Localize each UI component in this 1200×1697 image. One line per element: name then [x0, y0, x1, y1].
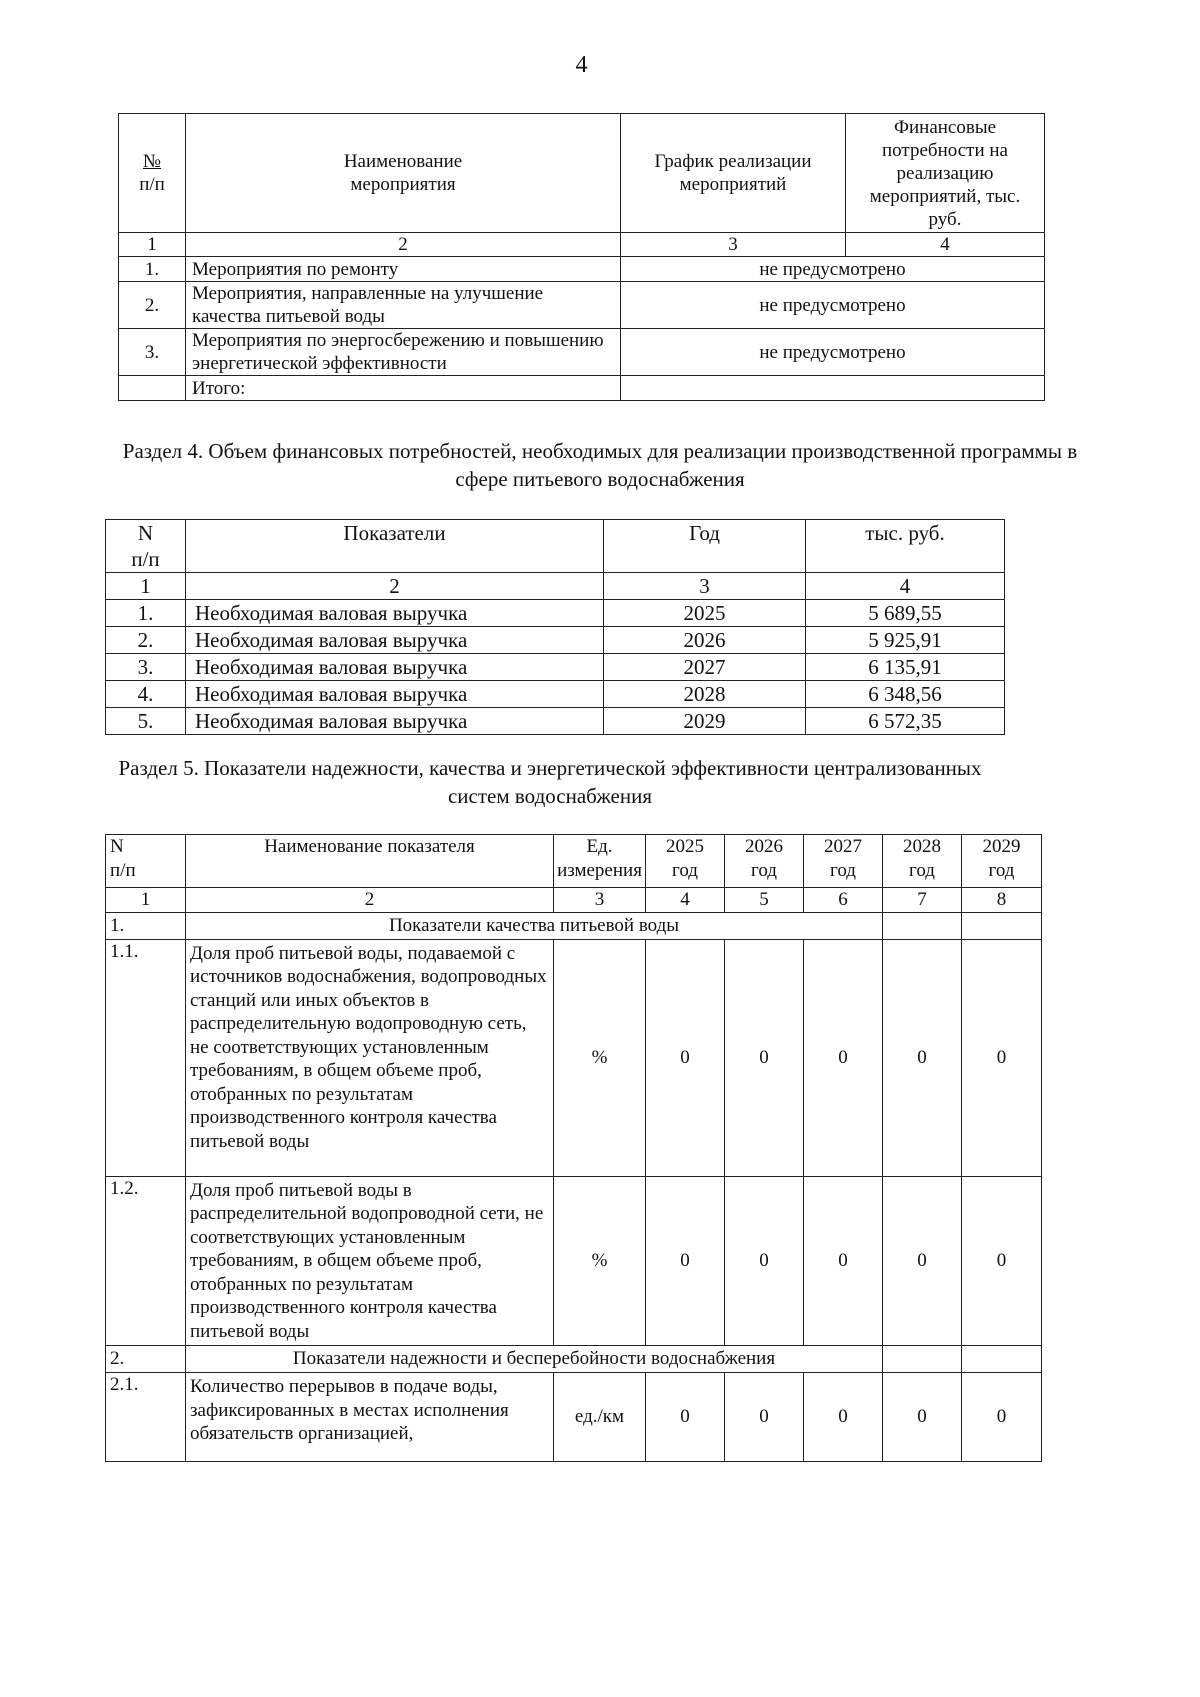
column-number-row — [106, 573, 1005, 600]
table-header-row — [106, 835, 1042, 888]
table-header-row — [119, 114, 1045, 233]
header-cell-indicator-name: Наименование показателя — [186, 835, 554, 888]
row-number: 1.2. — [106, 1176, 186, 1346]
header-cell-2028: 2028 год — [883, 835, 962, 888]
amount: 5 689,55 — [806, 600, 1005, 627]
header-cell-number: № п/п — [119, 114, 186, 233]
measure-name: Мероприятия, направленные на улучшение качества питьевой воды — [186, 282, 621, 329]
group-title: Показатели качества питьевой воды — [186, 912, 883, 939]
year: 2029 — [604, 708, 806, 735]
column-number: 1 — [106, 573, 186, 600]
column-number-row — [106, 888, 1042, 913]
group-header-row — [106, 912, 1042, 939]
indicator-name: Необходимая валовая выручка — [186, 654, 604, 681]
year: 2025 — [604, 600, 806, 627]
column-number: 1 — [119, 233, 186, 257]
unit: ед./км — [554, 1373, 646, 1462]
empty-cell — [883, 912, 962, 939]
table-row — [106, 1373, 1042, 1462]
amount: 5 925,91 — [806, 627, 1005, 654]
amount: 6 348,56 — [806, 681, 1005, 708]
table-row — [106, 600, 1005, 627]
header-cell-2026: 2026 год — [725, 835, 804, 888]
row-number: 3. — [119, 329, 186, 376]
measures-table — [118, 113, 1045, 401]
value-2025: 0 — [646, 1373, 725, 1462]
header-cell-2029: 2029 год — [962, 835, 1042, 888]
group-header-row — [106, 1346, 1042, 1373]
value-2029: 0 — [962, 1176, 1042, 1346]
row-number — [119, 376, 186, 401]
row-number: 3. — [106, 654, 186, 681]
measure-name: Мероприятия по ремонту — [186, 257, 621, 282]
section-5-title: Раздел 5. Показатели надежности, качества и энергетической эффективности централизованных систем водоснабжения — [118, 756, 982, 808]
amount: 6 572,35 — [806, 708, 1005, 735]
table-row — [106, 681, 1005, 708]
year: 2027 — [604, 654, 806, 681]
empty-cell — [962, 1346, 1042, 1373]
value-2028: 0 — [883, 1373, 962, 1462]
table-row — [119, 257, 1045, 282]
column-number: 3 — [554, 888, 646, 913]
column-number: 8 — [962, 888, 1042, 913]
row-number: 2. — [106, 627, 186, 654]
total-label: Итого: — [186, 376, 621, 401]
year: 2026 — [604, 627, 806, 654]
header-cell-number: N п/п — [106, 520, 186, 573]
value-2027: 0 — [804, 1176, 883, 1346]
group-number: 2. — [106, 1346, 186, 1373]
total-value — [621, 376, 1045, 401]
header-cell-year: Год — [604, 520, 806, 573]
unit: % — [554, 939, 646, 1176]
financial-needs-table — [105, 519, 1005, 735]
value-2026: 0 — [725, 1373, 804, 1462]
value-2025: 0 — [646, 1176, 725, 1346]
indicator-name: Необходимая валовая выручка — [186, 708, 604, 735]
empty-cell — [962, 912, 1042, 939]
header-cell-unit: Ед. измерения — [554, 835, 646, 888]
total-row — [119, 376, 1045, 401]
indicators-table — [105, 834, 1042, 1462]
column-number: 2 — [186, 888, 554, 913]
value-2025: 0 — [646, 939, 725, 1176]
column-number: 7 — [883, 888, 962, 913]
column-number: 4 — [806, 573, 1005, 600]
indicator-name: Доля проб питьевой воды в распределительной водопроводной сети, не соответствующих установленным требованиям, в общем объеме проб, отобранных по результатам производственного контроля качества питьевой воды — [186, 1176, 554, 1346]
column-number-row — [119, 233, 1045, 257]
column-number: 2 — [186, 573, 604, 600]
column-number: 3 — [604, 573, 806, 600]
row-number: 5. — [106, 708, 186, 735]
row-number: 1. — [119, 257, 186, 282]
table-row — [106, 654, 1005, 681]
unit: % — [554, 1176, 646, 1346]
value-2029: 0 — [962, 1373, 1042, 1462]
indicator-name: Необходимая валовая выручка — [186, 627, 604, 654]
table-row — [119, 329, 1045, 376]
column-number: 4 — [646, 888, 725, 913]
column-number: 5 — [725, 888, 804, 913]
header-cell-number: N п/п — [106, 835, 186, 888]
empty-cell — [883, 1346, 962, 1373]
table-row — [106, 627, 1005, 654]
row-number: 4. — [106, 681, 186, 708]
column-number: 4 — [846, 233, 1045, 257]
value-2029: 0 — [962, 939, 1042, 1176]
table-row — [106, 939, 1042, 1176]
measure-name: Мероприятия по энергосбережению и повышению энергетической эффективности — [186, 329, 621, 376]
amount: 6 135,91 — [806, 654, 1005, 681]
indicator-name: Количество перерывов в подаче воды, зафиксированных в местах исполнения обязательств организацией, — [186, 1373, 554, 1462]
table-row — [119, 282, 1045, 329]
row-number: 2.1. — [106, 1373, 186, 1462]
table-row — [106, 1176, 1042, 1346]
row-number: 2. — [119, 282, 186, 329]
indicator-name: Необходимая валовая выручка — [186, 600, 604, 627]
column-number: 2 — [186, 233, 621, 257]
page-number: 4 — [575, 52, 588, 78]
measure-value: не предусмотрено — [621, 282, 1045, 329]
measure-value: не предусмотрено — [621, 257, 1045, 282]
column-number: 6 — [804, 888, 883, 913]
header-cell-name: Наименование мероприятия — [186, 114, 621, 233]
value-2027: 0 — [804, 1373, 883, 1462]
column-number: 1 — [106, 888, 186, 913]
value-2028: 0 — [883, 939, 962, 1176]
header-cell-2025: 2025 год — [646, 835, 725, 888]
header-cell-finance: Финансовые потребности на реализацию мероприятий, тыс. руб. — [846, 114, 1045, 233]
indicator-name: Необходимая валовая выручка — [186, 681, 604, 708]
column-number: 3 — [621, 233, 846, 257]
header-cell-2027: 2027 год — [804, 835, 883, 888]
row-number: 1. — [106, 600, 186, 627]
value-2027: 0 — [804, 939, 883, 1176]
value-2026: 0 — [725, 939, 804, 1176]
value-2028: 0 — [883, 1176, 962, 1346]
measure-value: не предусмотрено — [621, 329, 1045, 376]
section-4-title: Раздел 4. Объем финансовых потребностей, необходимых для реализации производственной программы в сфере питьевого водоснабжения — [122, 439, 1078, 491]
year: 2028 — [604, 681, 806, 708]
group-number: 1. — [106, 912, 186, 939]
table-header-row — [106, 520, 1005, 573]
row-number: 1.1. — [106, 939, 186, 1176]
header-cell-indicators: Показатели — [186, 520, 604, 573]
group-title: Показатели надежности и бесперебойности водоснабжения — [186, 1346, 883, 1373]
header-cell-schedule: График реализации мероприятий — [621, 114, 846, 233]
header-cell-amount: тыс. руб. — [806, 520, 1005, 573]
value-2026: 0 — [725, 1176, 804, 1346]
indicator-name: Доля проб питьевой воды, подаваемой с источников водоснабжения, водопроводных станций или иных объектов в распределительную водопроводную сеть, не соответствующих установленным требованиям, в общем объеме проб, отобранных по результатам производственного контроля качества питьевой воды — [186, 939, 554, 1176]
table-row — [106, 708, 1005, 735]
